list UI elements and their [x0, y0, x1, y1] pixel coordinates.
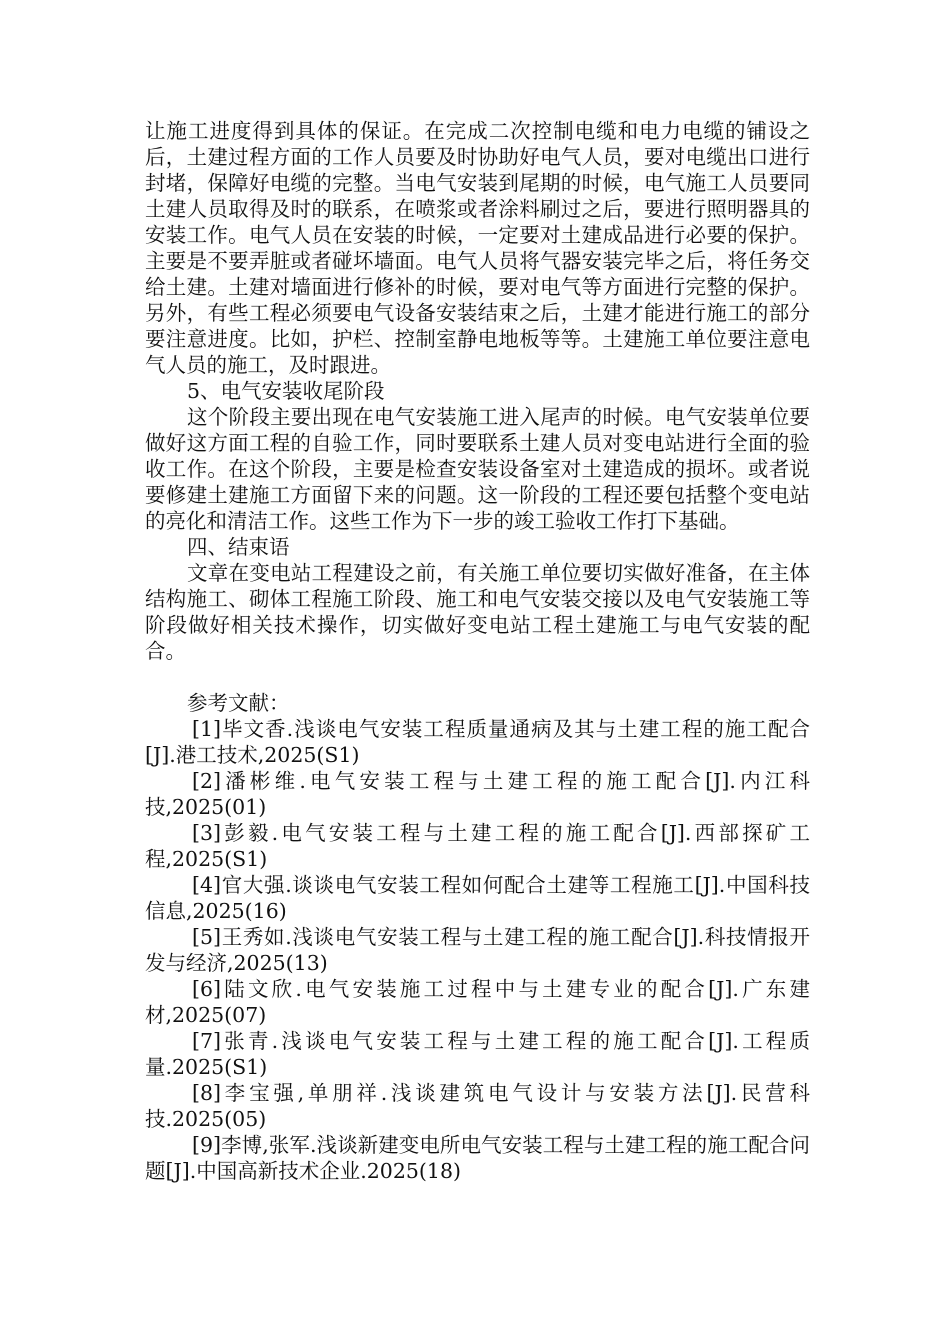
- spacer: [145, 664, 810, 690]
- section-heading: 四、结束语: [187, 535, 290, 559]
- document-page: [145, 118, 810, 1184]
- reference-list: [145, 716, 810, 1184]
- body-paragraph: 让施工进度得到具体的保证。在完成二次控制电缆和电力电缆的铺设之后，土建过程方面的工作人员要及时协助好电气人员，要对电缆出口进行封堵，保障好电缆的完整。当电气安装到尾期的时候，电气施工人员要同土建人员取得及时的联系，在喷浆或者涂料刷过之后，要进行照明器具的安装工作。电气人员在安装的时候，一定要对土建成品进行必要的保护。主要是不要弄脏或者碰坏墙面。电气人员将气器安装完毕之后，将任务交给土建。土建对墙面进行修补的时候，要对电气等方面进行完整的保护。另外，有些工程必须要电气设备安装结束之后，土建才能进行施工的部分要注意进度。比如，护栏、控制室静电地板等等。土建施工单位要注意电气人员的施工，及时跟进。: [145, 119, 810, 377]
- body-paragraph: 这个阶段主要出现在电气安装施工进入尾声的时候。电气安装单位要做好这方面工程的自验工作，同时要联系土建人员对变电站进行全面的验收工作。在这个阶段，主要是检查安装设备室对土建造成的损坏。或者说要修建土建施工方面留下来的问题。这一阶段的工程还要包括整个变电站的亮化和清洁工作。这些工作为下一步的竣工验收工作打下基础。: [145, 405, 810, 533]
- reference-item: [5]王秀如.浅谈电气安装工程与土建工程的施工配合[J].科技情报开发与经济,2025(13): [145, 925, 810, 975]
- reference-item: [6]陆文欣.电气安装施工过程中与土建专业的配合[J].广东建材,2025(07): [145, 977, 810, 1027]
- reference-item: [9]李博,张军.浅谈新建变电所电气安装工程与土建工程的施工配合问题[J].中国高新技术企业.2025(18): [145, 1133, 810, 1183]
- reference-item: [7]张青.浅谈电气安装工程与土建工程的施工配合[J].工程质量.2025(S1): [145, 1029, 810, 1079]
- reference-item: [2]潘彬维.电气安装工程与土建工程的施工配合[J].内江科技,2025(01): [145, 769, 810, 819]
- reference-item: [4]官大强.谈谈电气安装工程如何配合土建等工程施工[J].中国科技信息,2025(16): [145, 873, 810, 923]
- reference-item: [8]李宝强,单朋祥.浅谈建筑电气设计与安装方法[J].民营科技.2025(05): [145, 1081, 810, 1131]
- reference-item: [1]毕文香.浅谈电气安装工程质量通病及其与土建工程的施工配合[J].港工技术,2025(S1): [145, 717, 810, 767]
- references-title: 参考文献：: [187, 691, 290, 715]
- body-paragraph: 文章在变电站工程建设之前，有关施工单位要切实做好准备，在主体结构施工、砌体工程施工阶段、施工和电气安装交接以及电气安装施工等阶段做好相关技术操作，切实做好变电站工程土建施工与电气安装的配合。: [145, 561, 810, 663]
- reference-item: [3]彭毅.电气安装工程与土建工程的施工配合[J].西部探矿工程,2025(S1): [145, 821, 810, 871]
- section-heading: 5、电气安装收尾阶段: [187, 379, 385, 403]
